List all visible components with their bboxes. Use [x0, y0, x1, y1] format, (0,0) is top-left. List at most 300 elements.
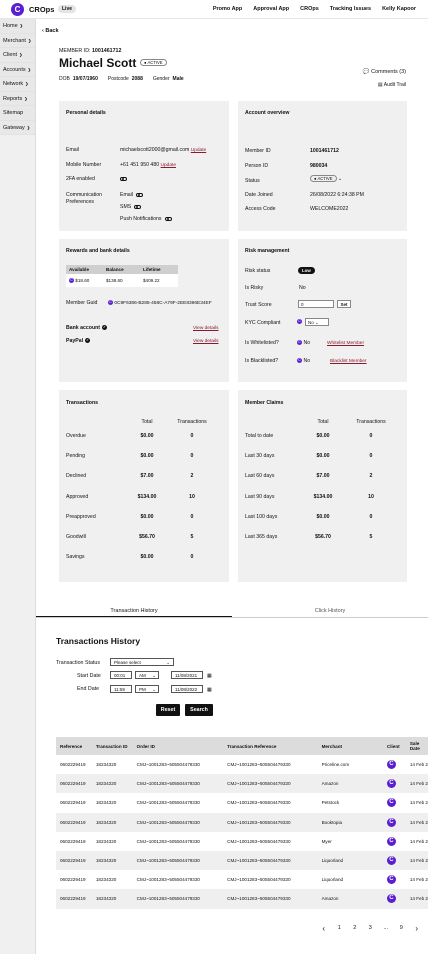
- balance-value: $138.60: [106, 278, 123, 283]
- page-2[interactable]: 2: [353, 925, 357, 931]
- whitelisted-label: Is Whitelisted?: [245, 340, 279, 346]
- cell-transaction-id: 18234320: [95, 800, 117, 806]
- user-menu[interactable]: Kelly Kapoor: [382, 6, 416, 12]
- check-icon: ✓: [86, 338, 89, 343]
- cell-merchant: Amazon: [318, 774, 383, 793]
- table-row[interactable]: [56, 755, 428, 774]
- dob-value: 19/07/1960: [72, 76, 98, 82]
- table-row[interactable]: [56, 813, 428, 832]
- dob-label: DOB: [59, 76, 70, 82]
- col-transactions: Transactions: [356, 419, 386, 425]
- cell-reference: 0602229419: [56, 774, 92, 793]
- stat-row-total: $134.00: [137, 493, 157, 500]
- environment-badge: Live: [58, 5, 76, 13]
- col-total: Total: [141, 419, 153, 425]
- member-guid-text: 0C9F6386-B285-458C-A79F-2EE8396E34EF: [114, 300, 212, 306]
- sidebar-item-reports[interactable]: [0, 92, 35, 107]
- start-ampm-select[interactable]: [135, 671, 159, 679]
- stat-row-total: $134.00: [313, 493, 333, 500]
- update-email-link[interactable]: Update: [190, 148, 207, 153]
- cell-merchant: Amazon: [318, 889, 383, 908]
- reset-button[interactable]: Reset: [156, 704, 180, 716]
- chevron-down-icon: ⌄: [338, 176, 343, 182]
- cell-order-id: CMJ~1001283~505504479330: [133, 774, 224, 793]
- member-id-value: 1001461712: [91, 48, 122, 54]
- card-title: Rewards and bank details: [66, 248, 130, 254]
- start-ampm-value: AM: [139, 673, 146, 678]
- cell-sale-date: 14 Feb 2: [409, 800, 428, 806]
- end-date-input[interactable]: 11/08/2022: [171, 685, 203, 693]
- risk-status-badge: Low: [298, 267, 315, 274]
- back-label: Back: [45, 28, 59, 34]
- comm-pref-label: Communication Preferences: [66, 192, 103, 205]
- tab-click-history[interactable]: Click History: [314, 608, 346, 614]
- whitelisted-value: [297, 340, 310, 346]
- cell-sale-date: 14 Feb 2: [406, 851, 428, 870]
- col-reference[interactable]: Reference: [56, 737, 92, 755]
- client-logo-icon: C: [387, 798, 396, 807]
- trust-score-set-button[interactable]: Set: [337, 300, 351, 308]
- gender-field: [153, 76, 184, 82]
- person-id-value: 980034: [310, 163, 328, 169]
- kyc-label: KYC Compliant: [245, 320, 281, 326]
- table-row[interactable]: [56, 851, 428, 870]
- cell-transaction-reference: CMJ~1001283~505504479330: [227, 877, 291, 883]
- page-3[interactable]: 3: [368, 925, 372, 931]
- transactions-history-title: Transactions History: [56, 636, 141, 646]
- table-header-row: [56, 737, 428, 755]
- client-logo-icon: C: [109, 300, 112, 304]
- account-status-label: Status: [245, 178, 260, 184]
- sidebar-item-label: Reports: [3, 95, 23, 102]
- postcode-value: 2088: [131, 76, 143, 82]
- stat-row-total: $7.00: [316, 473, 330, 480]
- col-balance: Balance: [106, 267, 124, 272]
- member-claims-card: [238, 390, 407, 582]
- cell-client: [383, 870, 406, 889]
- date-joined-value: 26/08/2022 6:24:38 PM: [310, 192, 364, 198]
- blacklisted-label: Is Blacklisted?: [245, 358, 279, 364]
- stat-row-total: $0.00: [140, 554, 154, 561]
- client-logo-icon: C: [387, 856, 396, 865]
- cell-merchant: Priceline.com: [321, 762, 350, 768]
- toggle-icon: [136, 193, 143, 197]
- cell-transaction-id: 18234320: [95, 762, 117, 768]
- rewards-table-header: [66, 265, 178, 274]
- transactions-summary-card: [59, 390, 229, 582]
- blacklisted-text: No: [303, 358, 311, 364]
- blacklist-link-text: Blacklist Member: [330, 359, 367, 364]
- calendar-icon[interactable]: ▦: [207, 673, 212, 679]
- blacklisted-value: [297, 358, 310, 364]
- card-title: Transactions: [66, 400, 99, 406]
- cell-transaction-reference: CMJ~1001283~505504479330: [223, 813, 317, 832]
- cell-order-id: CMJ~1001283~505504479330: [133, 851, 224, 870]
- gender-label: Gender: [152, 76, 170, 82]
- col-sale-date[interactable]: Sale Date: [406, 737, 428, 755]
- chevron-left-icon: ‹: [42, 28, 46, 34]
- cell-sale-date: 14 Feb 2: [409, 762, 428, 768]
- available-amount: $18.60: [75, 278, 90, 283]
- account-status-dropdown[interactable]: [310, 176, 342, 182]
- view-details-text: View details: [193, 326, 219, 331]
- kyc-select[interactable]: [305, 318, 329, 326]
- cell-sale-date: 14 Feb 2: [409, 877, 428, 883]
- table-row[interactable]: [56, 793, 428, 812]
- transaction-status-value: Please select: [114, 660, 141, 665]
- cell-sale-date: 14 Feb 2: [406, 813, 428, 832]
- cell-sale-date: 14 Feb 2: [406, 889, 428, 908]
- status-badge-label: ACTIVE: [317, 176, 333, 181]
- sidebar-item-label: Merchant: [3, 37, 26, 44]
- page-9[interactable]: 9: [399, 925, 403, 931]
- account-member-id-label: Member ID: [245, 148, 271, 154]
- topnav-crops[interactable]: CROps: [300, 6, 319, 12]
- client-logo-icon: C: [387, 760, 396, 769]
- table-row[interactable]: [56, 832, 428, 851]
- cell-transaction-reference: CMJ~1001283~505504479330: [223, 889, 317, 908]
- cell-order-id: CMJ~1001283~505504479330: [136, 800, 200, 806]
- table-row[interactable]: [56, 870, 428, 889]
- cell-reference: 0602229419: [60, 762, 86, 768]
- dob-field: [59, 76, 98, 82]
- client-logo-icon: C: [387, 875, 396, 884]
- cell-sale-date: 14 Feb 2: [409, 838, 428, 844]
- stat-row-label: Savings: [66, 554, 85, 561]
- stat-row-label: Last 90 days: [245, 493, 275, 500]
- card-title: Personal details: [66, 110, 106, 116]
- stat-row-label: Last 60 days: [245, 473, 275, 480]
- chevron-down-icon: ⌄: [166, 660, 170, 665]
- trust-score-input[interactable]: 0: [298, 300, 334, 308]
- stat-row-count: 0: [190, 554, 194, 561]
- update-mobile-link[interactable]: Update: [160, 163, 177, 168]
- cell-merchant: Myer: [321, 838, 332, 844]
- status-badge: ● ACTIVE: [310, 175, 337, 182]
- stat-row-label: Last 365 days: [245, 534, 278, 540]
- view-details-text: View details: [193, 339, 219, 344]
- comm-sms[interactable]: [120, 204, 141, 210]
- stat-row-total: $7.00: [140, 473, 154, 480]
- stat-row-count: 0: [190, 433, 194, 439]
- is-risky-value: No: [299, 285, 306, 291]
- cell-client: [383, 832, 406, 851]
- cell-order-id: CMJ~1001283~505504479330: [136, 877, 200, 883]
- col-transaction-id[interactable]: Transaction ID: [92, 737, 133, 755]
- sidebar-item-sitemap[interactable]: [0, 106, 35, 121]
- col-order-id[interactable]: Order ID: [133, 737, 224, 755]
- card-title: Account overview: [245, 110, 290, 116]
- stat-row-label: Last 100 days: [245, 513, 278, 520]
- cell-merchant: Petstock: [321, 800, 340, 806]
- email-text: michaelscott2000@gmail.com: [120, 147, 190, 153]
- start-date-input[interactable]: 11/08/2021: [171, 671, 203, 679]
- stat-row-count: 2: [369, 473, 373, 480]
- cell-transaction-reference: CMJ~1001283~505504479330: [227, 838, 291, 844]
- sidebar-item-label: Gateway: [3, 124, 25, 131]
- toggle-icon: [120, 177, 127, 181]
- chevron-right-icon: ❯: [19, 52, 23, 57]
- page-1[interactable]: 1: [337, 925, 341, 931]
- transaction-status-select[interactable]: [110, 658, 174, 666]
- col-lifetime: Lifetime: [143, 267, 161, 272]
- stat-row-count: 2: [190, 473, 194, 480]
- stat-row-label: Total to date: [245, 433, 274, 439]
- sidebar-item-home[interactable]: [0, 19, 35, 34]
- cell-reference: 0602229419: [56, 889, 92, 908]
- audit-trail-label: Audit Trail: [383, 82, 406, 88]
- gender-value: Male: [172, 76, 184, 82]
- stat-row-label: Overdue: [66, 433, 86, 439]
- cell-transaction-id: 18234320: [92, 851, 133, 870]
- cell-client: [383, 813, 406, 832]
- topnav-tracking-issues[interactable]: Tracking Issues: [329, 6, 372, 12]
- cell-sale-date: 14 Feb 2: [406, 774, 428, 793]
- mobile-label: Mobile Number: [66, 162, 102, 168]
- stat-row-total: $0.00: [316, 513, 330, 520]
- history-tabs: [36, 605, 428, 618]
- sidebar-item-label: Sitemap: [3, 110, 24, 116]
- chevron-right-icon: ❯: [27, 66, 31, 72]
- is-risky-label: Is Risky: [245, 285, 264, 291]
- cell-transaction-id: 18234320: [95, 838, 117, 844]
- audit-trail-button[interactable]: [378, 82, 406, 88]
- rewards-bank-card: [59, 239, 229, 382]
- app-name: CROps: [29, 5, 55, 14]
- col-available: Available: [69, 267, 90, 272]
- cell-client: [383, 755, 406, 774]
- cell-reference: 0602229419: [56, 851, 92, 870]
- cell-order-id: CMJ~1001283~505504479330: [133, 813, 224, 832]
- search-button[interactable]: Search: [185, 704, 213, 716]
- whitelist-link-text: Whitelist Member: [327, 341, 365, 346]
- col-client[interactable]: Client: [383, 737, 406, 755]
- stat-row-count: 0: [369, 513, 373, 520]
- comm-push[interactable]: [120, 216, 172, 222]
- member-id-label: MEMBER ID:: [59, 48, 91, 54]
- cell-transaction-reference: CMJ~1001283~505504479330: [227, 762, 291, 768]
- stat-row-count: 10: [189, 493, 195, 500]
- member-guid-value: [108, 300, 212, 306]
- cell-client: [383, 851, 406, 870]
- client-logo-icon: C: [387, 779, 396, 788]
- mobile-value: [120, 162, 176, 168]
- risk-status-label: Risk status: [245, 268, 271, 274]
- app-logo[interactable]: C: [11, 3, 24, 16]
- cell-order-id: CMJ~1001283~505504479330: [136, 762, 200, 768]
- stat-row-count: 5: [369, 534, 373, 540]
- back-button[interactable]: [42, 28, 59, 34]
- cell-transaction-id: 18234320: [95, 877, 117, 883]
- top-nav: [213, 6, 416, 12]
- comm-sms-label: SMS: [120, 204, 132, 210]
- stat-row-label: Goodwill: [66, 534, 86, 540]
- page-ellipsis: ...: [383, 925, 389, 931]
- comments-label: Comments (3): [371, 69, 406, 75]
- cell-transaction-id: 18234320: [92, 889, 133, 908]
- comm-push-label: Push Notifications: [120, 216, 162, 222]
- stat-row-label: Preapproved: [66, 513, 96, 520]
- calendar-icon[interactable]: ▦: [207, 687, 212, 693]
- col-merchant[interactable]: Merchant: [318, 737, 383, 755]
- blacklist-member-link[interactable]: [330, 358, 367, 364]
- cell-reference: 0602229419: [60, 800, 86, 806]
- email-value: [120, 147, 206, 153]
- stat-row-label: Declined: [66, 473, 87, 480]
- risk-management-card: [238, 239, 407, 382]
- chevron-right-icon: ❯: [19, 23, 24, 28]
- postcode-label: Postcode: [107, 76, 129, 82]
- access-code-label: Access Code: [245, 206, 276, 212]
- toggle-icon: [165, 217, 172, 221]
- date-joined-label: Date Joined: [245, 192, 273, 198]
- end-time-input[interactable]: 11:59: [110, 685, 132, 693]
- kyc-select-value: No: [308, 320, 314, 325]
- top-bar: [0, 0, 428, 19]
- table-row[interactable]: [56, 774, 428, 793]
- whitelist-member-link[interactable]: [327, 340, 364, 346]
- bank-view-details-link[interactable]: [193, 325, 219, 331]
- status-badge-label: ACTIVE: [147, 60, 163, 65]
- start-date-label: Start Date: [77, 673, 101, 679]
- chevron-down-icon: ⌄: [152, 673, 156, 678]
- client-logo-icon: C: [70, 278, 73, 283]
- stat-row-count: 0: [190, 453, 194, 460]
- paypal-view-details-link[interactable]: [193, 338, 219, 344]
- stat-row-total: $0.00: [316, 433, 330, 439]
- member-meta: [59, 76, 184, 82]
- sidebar-item-network[interactable]: [0, 77, 35, 92]
- cell-merchant: Liquorland: [318, 851, 383, 870]
- rewards-table-row: [66, 274, 178, 287]
- cell-reference: 0602229419: [56, 813, 92, 832]
- personal-details-card: [59, 101, 229, 231]
- audit-icon: ▤: [377, 82, 383, 88]
- client-logo-icon: C: [298, 340, 301, 345]
- stat-row-count: 0: [369, 433, 373, 439]
- cell-merchant: Liquorland: [321, 877, 344, 883]
- twofa-label: 2FA enabled: [66, 176, 95, 182]
- comment-icon: 💬: [362, 69, 370, 75]
- available-value: [69, 278, 89, 283]
- chevron-right-icon: ❯: [24, 95, 28, 101]
- whitelisted-text: No: [303, 340, 311, 346]
- stat-row-label: Last 30 days: [245, 453, 275, 460]
- main-content: [36, 19, 428, 954]
- sidebar-item-label: Network: [3, 81, 24, 87]
- stat-row-count: 5: [190, 534, 194, 540]
- next-page-button[interactable]: ›: [415, 924, 419, 933]
- cell-client: [383, 793, 406, 812]
- stat-row-count: 10: [368, 493, 374, 500]
- end-ampm-select[interactable]: [135, 685, 159, 693]
- sidebar-item-label: Accounts: [3, 66, 26, 73]
- bank-account-text: Bank account: [66, 325, 101, 331]
- chevron-down-icon: ⌄: [315, 320, 319, 325]
- prev-page-button[interactable]: ‹: [322, 924, 326, 933]
- check-icon: ✓: [103, 325, 106, 330]
- stat-row-count: 0: [369, 453, 373, 460]
- comm-email[interactable]: [120, 192, 143, 198]
- sidebar-item-gateway[interactable]: [0, 121, 35, 136]
- sidebar-item-merchant[interactable]: [0, 34, 35, 49]
- cell-transaction-id: 18234320: [92, 774, 133, 793]
- access-code-value: WELCOME2022: [310, 206, 349, 212]
- stat-row-total: $56.70: [139, 534, 155, 540]
- topnav-promo-app[interactable]: Promo App: [212, 6, 243, 12]
- pagination: [316, 925, 425, 932]
- cell-client: [383, 889, 406, 908]
- stat-row-total: $0.00: [140, 433, 154, 439]
- table-row[interactable]: [56, 889, 428, 908]
- email-label: Email: [66, 147, 79, 153]
- paypal-text: PayPal: [66, 338, 84, 344]
- sidebar-item-label: Home: [3, 23, 18, 29]
- sidebar: [0, 19, 36, 954]
- paypal-label: [66, 338, 90, 344]
- stat-row-label: Pending: [66, 453, 86, 460]
- toggle-icon: [134, 205, 141, 209]
- twofa-toggle[interactable]: [117, 176, 127, 182]
- cell-order-id: CMJ~1001283~505504479330: [133, 889, 224, 908]
- client-logo-icon: C: [387, 837, 396, 846]
- stat-row-total: $0.00: [316, 453, 330, 460]
- transactions-table-body: [56, 755, 428, 909]
- stat-row-total: $0.00: [140, 453, 154, 460]
- sidebar-item-client[interactable]: [0, 48, 35, 63]
- transactions-table: [56, 737, 428, 909]
- stat-row-total: $0.00: [140, 513, 154, 520]
- chevron-right-icon: ❯: [25, 81, 29, 86]
- cell-order-id: CMJ~1001283~505504479330: [136, 838, 200, 844]
- sidebar-item-accounts[interactable]: [0, 63, 35, 78]
- mobile-text: +61 451 950 480: [120, 162, 160, 168]
- status-badge: ● ACTIVE: [140, 59, 167, 66]
- cell-client: [383, 774, 406, 793]
- postcode-field: [108, 76, 143, 82]
- person-id-label: Person ID: [245, 163, 269, 169]
- start-time-input[interactable]: 00:01: [110, 671, 132, 679]
- card-title: Member Claims: [245, 400, 284, 406]
- client-logo-icon: C: [298, 358, 301, 363]
- end-ampm-value: PM: [139, 687, 146, 692]
- cell-reference: 0602229419: [60, 877, 86, 883]
- client-logo-icon: C: [387, 894, 396, 903]
- col-transaction-reference[interactable]: Transaction Reference: [223, 737, 317, 755]
- cell-reference: 0602229419: [60, 838, 86, 844]
- cell-transaction-reference: CMJ~1001283~505504479330: [227, 800, 291, 806]
- end-date-label: End Date: [77, 686, 100, 692]
- lifetime-value: $409.22: [143, 278, 160, 283]
- stat-row-count: 0: [190, 513, 194, 520]
- bank-account-label: [66, 325, 107, 331]
- cell-transaction-id: 18234320: [92, 813, 133, 832]
- tab-transaction-history[interactable]: Transaction History: [36, 605, 232, 617]
- chevron-down-icon: ⌄: [152, 687, 156, 692]
- col-transactions: Transactions: [177, 419, 207, 425]
- cell-transaction-reference: CMJ~1001283~505504479330: [223, 774, 317, 793]
- comm-email-label: Email: [120, 192, 133, 198]
- member-id-header: [59, 48, 121, 54]
- topnav-approval-app[interactable]: Approval App: [253, 6, 290, 12]
- client-logo-icon: C: [387, 818, 396, 827]
- comments-button[interactable]: [363, 69, 406, 75]
- account-overview-card: [238, 101, 407, 231]
- chevron-right-icon: ❯: [26, 124, 31, 130]
- sidebar-item-label: Client: [3, 52, 18, 58]
- account-member-id-value: 1001461712: [310, 148, 339, 154]
- col-total: Total: [317, 419, 329, 425]
